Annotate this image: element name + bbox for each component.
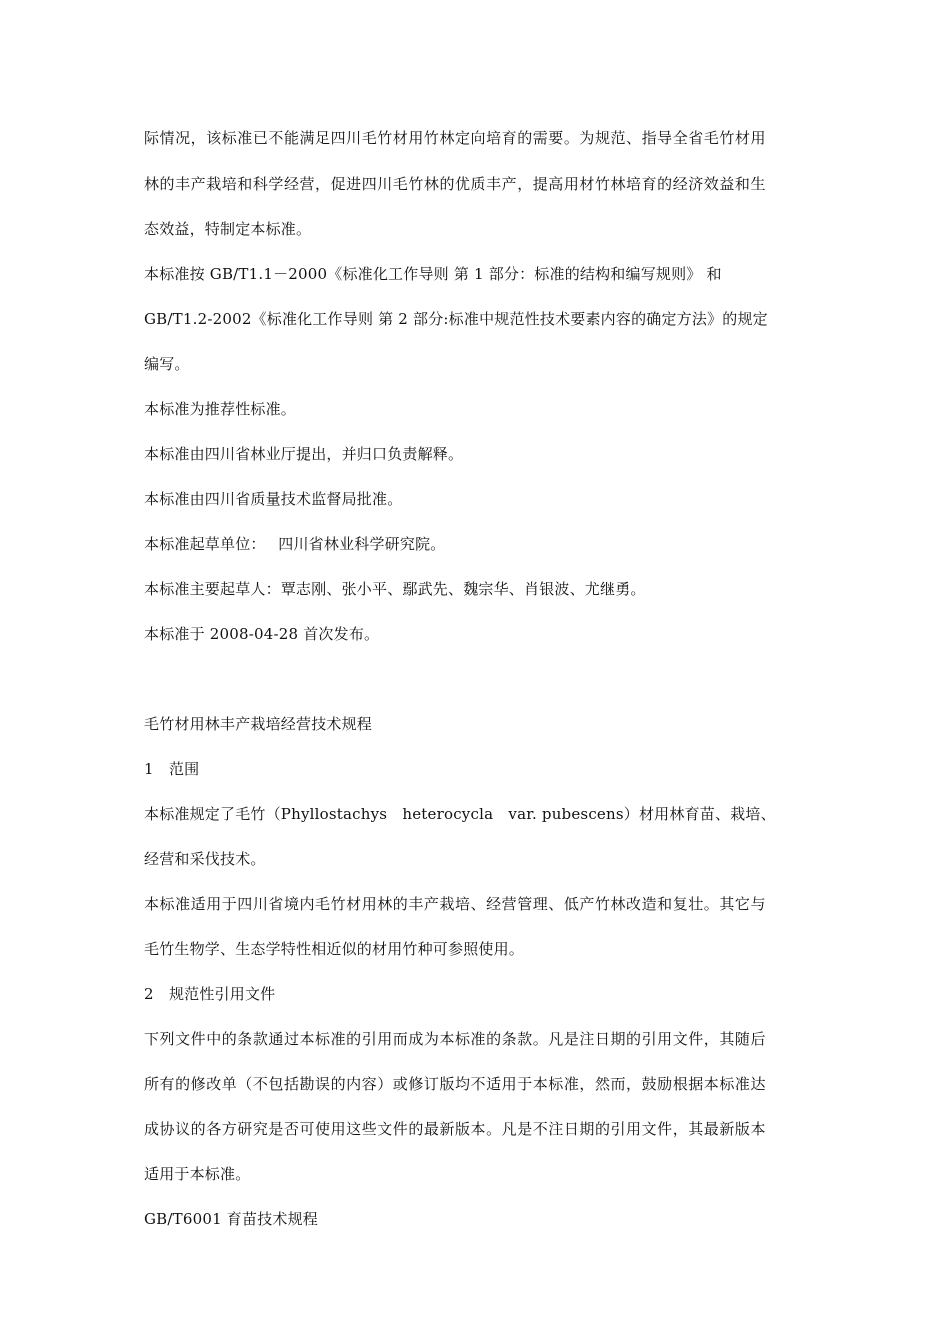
paragraph-line: GB/T1.2-2002《标准化工作导则 第 2 部分:标准中规范性技术要素内容的确定方法》的规定 (144, 310, 768, 328)
paragraph-line: 际情况，该标准已不能满足四川毛竹材用竹林定向培育的需要。为规范、指导全省毛竹材用 (144, 129, 767, 147)
paragraph-line: 成协议的各方研究是否可使用这些文件的最新版本。凡是不注日期的引用文件，其最新版本 (144, 1120, 767, 1138)
paragraph-line: 态效益，特制定本标准。 (144, 220, 312, 238)
section-title: 毛竹材用林丰产栽培经营技术规程 (144, 715, 373, 733)
paragraph-line: 本标准起草单位： 四川省林业科学研究院。 (144, 535, 446, 553)
section-heading: 2 规范性引用文件 (144, 985, 276, 1003)
paragraph-line: 适用于本标准。 (144, 1165, 251, 1183)
paragraph-line: 本标准为推荐性标准。 (144, 400, 297, 418)
paragraph-line: 本标准由四川省林业厅提出，并归口负责解释。 (144, 445, 464, 463)
paragraph-line: 本标准于 2008-04-28 首次发布。 (144, 625, 380, 643)
section-heading: 1 范围 (144, 760, 200, 778)
paragraph-line: 本标准规定了毛竹（Phyllostachys heterocycla var. pubescens）材用林育苗、栽培、 (144, 805, 776, 823)
paragraph-line: 编写。 (144, 355, 190, 373)
paragraph-line: 本标准按 GB/T1.1－2000《标准化工作导则 第 1 部分：标准的结构和编写规则》 和 (144, 265, 722, 283)
paragraph-line: 本标准主要起草人：覃志刚、张小平、鄢武先、魏宗华、肖银波、尤继勇。 (144, 580, 646, 598)
paragraph-line: 林的丰产栽培和科学经营，促进四川毛竹林的优质丰产，提高用材竹林培育的经济效益和生 (144, 175, 767, 193)
paragraph-line: 本标准由四川省质量技术监督局批准。 (144, 490, 403, 508)
paragraph-line: 本标准适用于四川省境内毛竹材用林的丰产栽培、经营管理、低产竹林改造和复壮。其它与 (144, 895, 767, 913)
paragraph-line: 下列文件中的条款通过本标准的引用而成为本标准的条款。凡是注日期的引用文件，其随后 (144, 1030, 767, 1048)
paragraph-line: 所有的修改单（不包括勘误的内容）或修订版均不适用于本标准，然而，鼓励根据本标准达 (144, 1075, 767, 1093)
reference-item: GB/T6001 育苗技术规程 (144, 1210, 319, 1228)
paragraph-line: 经营和采伐技术。 (144, 850, 266, 868)
paragraph-line: 毛竹生物学、生态学特性相近似的材用竹种可参照使用。 (144, 940, 525, 958)
